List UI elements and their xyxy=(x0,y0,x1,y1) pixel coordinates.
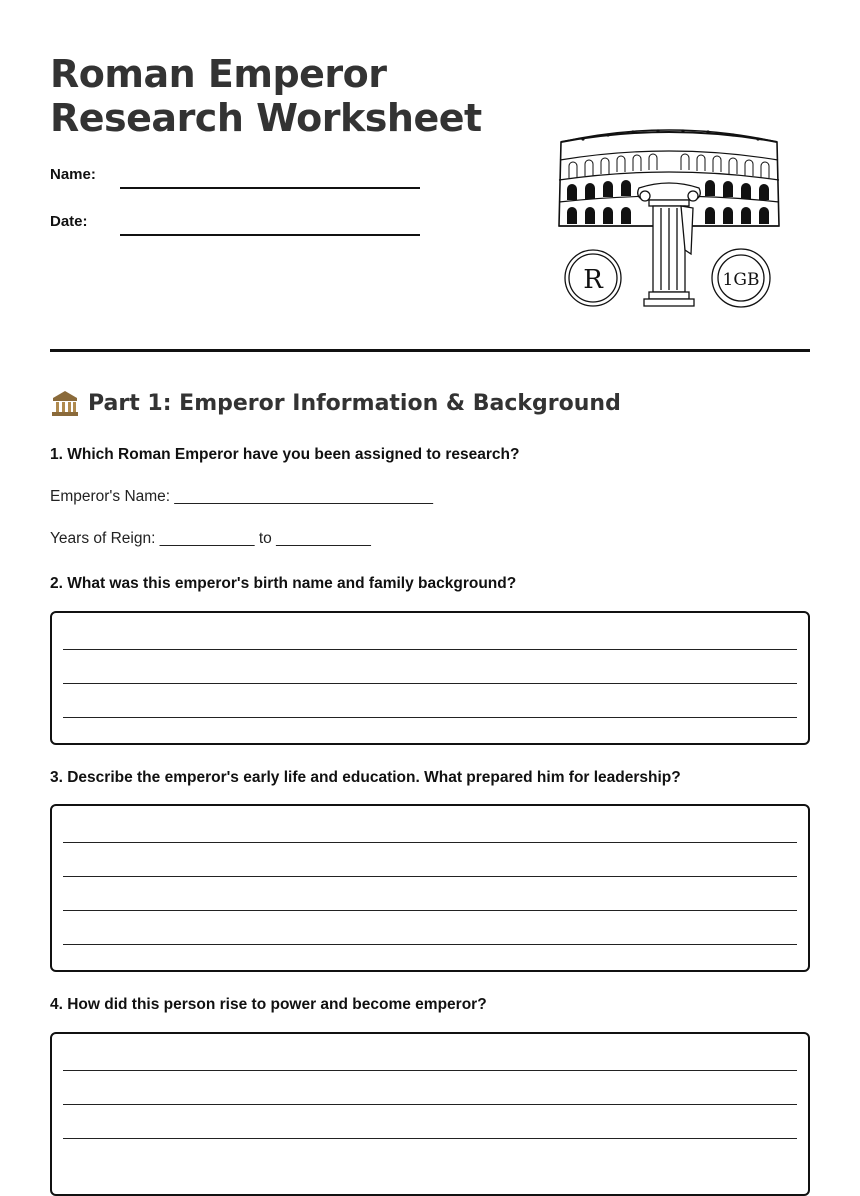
answer-line xyxy=(63,1104,797,1105)
question-1: 1. Which Roman Emperor have you been assigned to research? xyxy=(50,446,520,463)
answer-box-4[interactable] xyxy=(50,1032,810,1196)
answer-line xyxy=(63,876,797,877)
temple-icon xyxy=(50,388,80,418)
name-label: Name: xyxy=(50,166,96,183)
answer-line xyxy=(63,1070,797,1071)
name-field-line[interactable] xyxy=(120,187,420,189)
answer-box-2[interactable] xyxy=(50,611,810,745)
worksheet-title xyxy=(50,52,482,140)
date-label: Date: xyxy=(50,213,88,230)
years-of-reign-field[interactable]: Years of Reign: ___________ to ___________ xyxy=(50,530,371,547)
answer-line xyxy=(63,649,797,650)
answer-box-3[interactable] xyxy=(50,804,810,972)
title-line-2: Research Worksheet xyxy=(50,96,482,140)
coin-right-letter: 1GB xyxy=(722,270,760,290)
coin-left-letter: R xyxy=(583,265,603,295)
part1-heading xyxy=(50,388,621,418)
answer-line xyxy=(63,683,797,684)
header-divider xyxy=(50,349,810,352)
answer-line xyxy=(63,717,797,718)
answer-line xyxy=(63,1138,797,1139)
answer-line xyxy=(63,910,797,911)
title-line-1: Roman Emperor xyxy=(50,52,387,96)
answer-line xyxy=(63,944,797,945)
emperor-name-field[interactable]: Emperor's Name: ______________________________ xyxy=(50,488,434,505)
date-field-line[interactable] xyxy=(120,234,420,236)
roman-illustration xyxy=(553,122,785,312)
question-4: 4. How did this person rise to power and become emperor? xyxy=(50,996,487,1013)
part1-title: Part 1: Emperor Information & Background xyxy=(88,390,621,416)
question-3: 3. Describe the emperor's early life and education. What prepared him for leadership? xyxy=(50,769,681,786)
answer-line xyxy=(63,842,797,843)
question-2: 2. What was this emperor's birth name and family background? xyxy=(50,575,517,592)
